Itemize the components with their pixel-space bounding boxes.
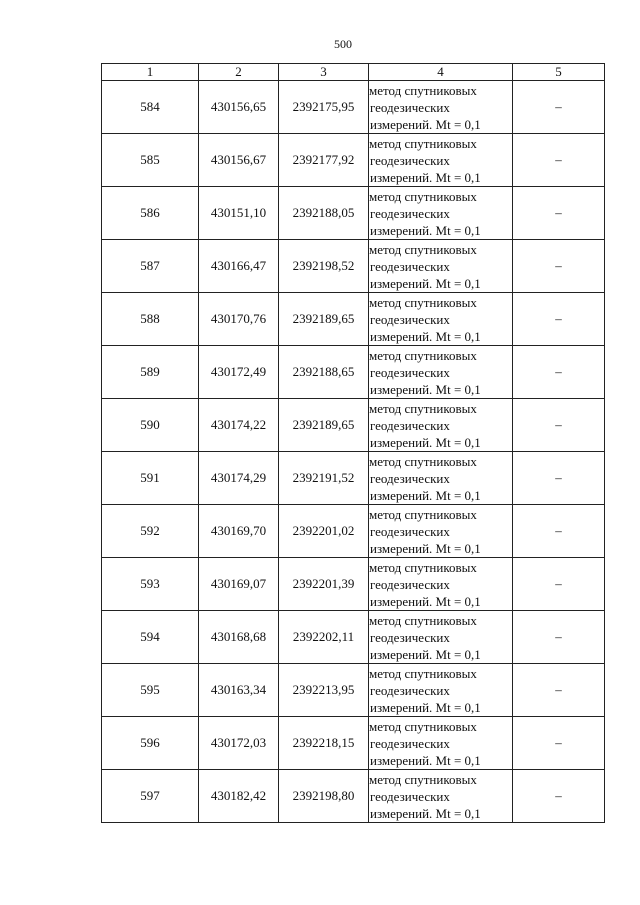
- point-number-cell: 586: [102, 187, 199, 240]
- column-header-2: 2: [199, 64, 279, 81]
- column-5-cell: –: [513, 187, 605, 240]
- y-coordinate-cell: 2392191,52: [279, 452, 369, 505]
- method-text-line: геодезических: [370, 417, 450, 433]
- method-text-line: геодезических: [370, 523, 450, 539]
- method-cell: [369, 134, 513, 187]
- method-text-line: метод спутниковых: [369, 135, 477, 151]
- y-coordinate-cell: 2392188,65: [279, 346, 369, 399]
- column-header-3: 3: [279, 64, 369, 81]
- point-number-cell: 590: [102, 399, 199, 452]
- point-number-cell: 596: [102, 717, 199, 770]
- method-text-line: геодезических: [370, 735, 450, 751]
- x-coordinate-cell: 430166,47: [199, 240, 279, 293]
- method-text-line: геодезических: [370, 576, 450, 592]
- point-number-cell: 594: [102, 611, 199, 664]
- method-text-line: геодезических: [370, 205, 450, 221]
- y-coordinate-cell: 2392202,11: [279, 611, 369, 664]
- x-coordinate-cell: 430168,68: [199, 611, 279, 664]
- method-text-line: метод спутниковых: [369, 665, 477, 681]
- method-text-line: геодезических: [370, 788, 450, 804]
- method-text-line: метод спутниковых: [369, 506, 477, 522]
- table-row: [102, 399, 605, 452]
- x-coordinate-cell: 430174,22: [199, 399, 279, 452]
- table-row: [102, 558, 605, 611]
- y-coordinate-cell: 2392189,65: [279, 399, 369, 452]
- table-row: [102, 611, 605, 664]
- x-coordinate-cell: 430151,10: [199, 187, 279, 240]
- y-coordinate-cell: 2392177,92: [279, 134, 369, 187]
- table-row: [102, 770, 605, 823]
- point-number-cell: 587: [102, 240, 199, 293]
- method-cell: [369, 81, 513, 134]
- column-5-cell: –: [513, 558, 605, 611]
- table-header: [102, 64, 605, 81]
- column-5-cell: –: [513, 81, 605, 134]
- table-row: [102, 81, 605, 134]
- x-coordinate-cell: 430182,42: [199, 770, 279, 823]
- point-number-cell: 588: [102, 293, 199, 346]
- method-text-line: геодезических: [370, 470, 450, 486]
- method-text-line: измерений. Mt = 0,1: [370, 487, 481, 503]
- column-5-cell: –: [513, 134, 605, 187]
- method-text-line: измерений. Mt = 0,1: [370, 646, 481, 662]
- method-text-line: геодезических: [370, 682, 450, 698]
- column-5-cell: –: [513, 505, 605, 558]
- method-cell: [369, 717, 513, 770]
- method-text-line: измерений. Mt = 0,1: [370, 275, 481, 291]
- y-coordinate-cell: 2392188,05: [279, 187, 369, 240]
- table-row: [102, 187, 605, 240]
- method-text-line: метод спутниковых: [369, 82, 477, 98]
- table-row: [102, 293, 605, 346]
- x-coordinate-cell: 430172,03: [199, 717, 279, 770]
- column-5-cell: –: [513, 240, 605, 293]
- method-text-line: измерений. Mt = 0,1: [370, 699, 481, 715]
- x-coordinate-cell: 430169,07: [199, 558, 279, 611]
- method-text-line: метод спутниковых: [369, 241, 477, 257]
- method-text-line: метод спутниковых: [369, 400, 477, 416]
- y-coordinate-cell: 2392213,95: [279, 664, 369, 717]
- method-text-line: метод спутниковых: [369, 559, 477, 575]
- method-cell: [369, 240, 513, 293]
- point-number-cell: 595: [102, 664, 199, 717]
- point-number-cell: 597: [102, 770, 199, 823]
- method-text-line: метод спутниковых: [369, 188, 477, 204]
- method-text-line: измерений. Mt = 0,1: [370, 593, 481, 609]
- method-cell: [369, 452, 513, 505]
- method-text-line: геодезических: [370, 629, 450, 645]
- method-cell: [369, 399, 513, 452]
- coordinates-table: [101, 63, 605, 823]
- x-coordinate-cell: 430169,70: [199, 505, 279, 558]
- y-coordinate-cell: 2392218,15: [279, 717, 369, 770]
- method-cell: [369, 770, 513, 823]
- y-coordinate-cell: 2392198,52: [279, 240, 369, 293]
- method-cell: [369, 611, 513, 664]
- method-cell: [369, 293, 513, 346]
- method-text-line: метод спутниковых: [369, 718, 477, 734]
- x-coordinate-cell: 430156,65: [199, 81, 279, 134]
- column-5-cell: –: [513, 452, 605, 505]
- method-text-line: измерений. Mt = 0,1: [370, 752, 481, 768]
- x-coordinate-cell: 430174,29: [199, 452, 279, 505]
- point-number-cell: 584: [102, 81, 199, 134]
- point-number-cell: 592: [102, 505, 199, 558]
- column-5-cell: –: [513, 770, 605, 823]
- table-row: [102, 240, 605, 293]
- point-number-cell: 593: [102, 558, 199, 611]
- method-text-line: метод спутниковых: [369, 771, 477, 787]
- column-header-5: 5: [513, 64, 605, 81]
- method-cell: [369, 505, 513, 558]
- x-coordinate-cell: 430156,67: [199, 134, 279, 187]
- table-row: [102, 717, 605, 770]
- x-coordinate-cell: 430172,49: [199, 346, 279, 399]
- column-header-4: 4: [369, 64, 513, 81]
- y-coordinate-cell: 2392201,02: [279, 505, 369, 558]
- method-cell: [369, 558, 513, 611]
- method-text-line: метод спутниковых: [369, 347, 477, 363]
- y-coordinate-cell: 2392198,80: [279, 770, 369, 823]
- y-coordinate-cell: 2392189,65: [279, 293, 369, 346]
- method-cell: [369, 664, 513, 717]
- table-row: [102, 452, 605, 505]
- method-text-line: метод спутниковых: [369, 453, 477, 469]
- table-row: [102, 346, 605, 399]
- point-number-cell: 591: [102, 452, 199, 505]
- point-number-cell: 585: [102, 134, 199, 187]
- method-text-line: геодезических: [370, 258, 450, 274]
- method-text-line: геодезических: [370, 364, 450, 380]
- column-5-cell: –: [513, 399, 605, 452]
- x-coordinate-cell: 430170,76: [199, 293, 279, 346]
- header-row: [102, 64, 605, 81]
- method-text-line: метод спутниковых: [369, 612, 477, 628]
- method-cell: [369, 187, 513, 240]
- column-5-cell: –: [513, 346, 605, 399]
- method-text-line: измерений. Mt = 0,1: [370, 222, 481, 238]
- method-text-line: геодезических: [370, 99, 450, 115]
- column-5-cell: –: [513, 611, 605, 664]
- method-text-line: измерений. Mt = 0,1: [370, 540, 481, 556]
- method-text-line: измерений. Mt = 0,1: [370, 116, 481, 132]
- point-number-cell: 589: [102, 346, 199, 399]
- column-5-cell: –: [513, 293, 605, 346]
- method-text-line: метод спутниковых: [369, 294, 477, 310]
- method-text-line: геодезических: [370, 152, 450, 168]
- table-body: [102, 81, 605, 823]
- y-coordinate-cell: 2392201,39: [279, 558, 369, 611]
- method-text-line: измерений. Mt = 0,1: [370, 328, 481, 344]
- method-text-line: измерений. Mt = 0,1: [370, 381, 481, 397]
- column-header-1: 1: [102, 64, 199, 81]
- column-5-cell: –: [513, 664, 605, 717]
- method-text-line: геодезических: [370, 311, 450, 327]
- page-number: 500: [334, 37, 352, 51]
- method-text-line: измерений. Mt = 0,1: [370, 805, 481, 821]
- method-text-line: измерений. Mt = 0,1: [370, 434, 481, 450]
- column-5-cell: –: [513, 717, 605, 770]
- table-row: [102, 505, 605, 558]
- x-coordinate-cell: 430163,34: [199, 664, 279, 717]
- method-cell: [369, 346, 513, 399]
- table-row: [102, 664, 605, 717]
- method-text-line: измерений. Mt = 0,1: [370, 169, 481, 185]
- table-row: [102, 134, 605, 187]
- y-coordinate-cell: 2392175,95: [279, 81, 369, 134]
